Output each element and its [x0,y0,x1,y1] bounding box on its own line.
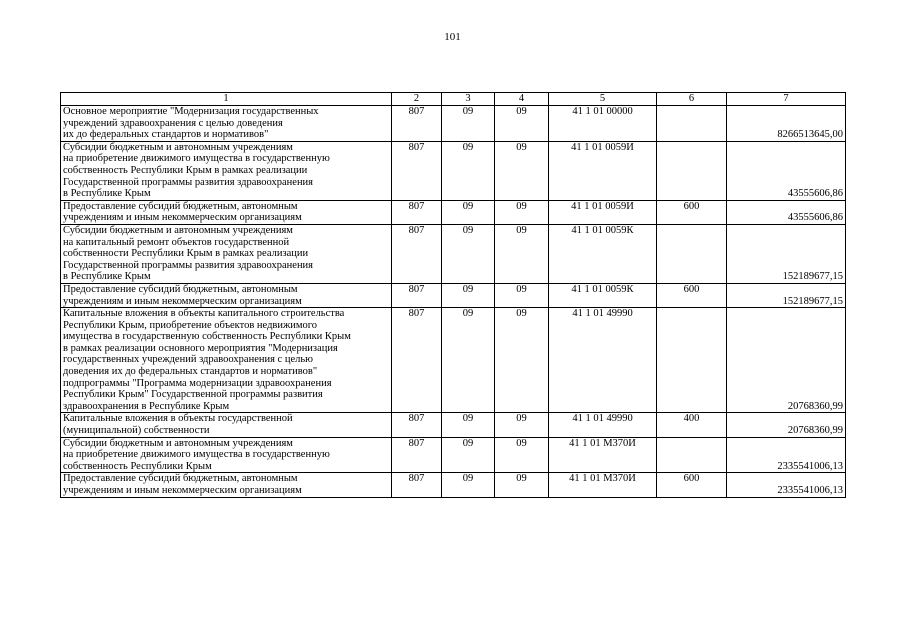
expense-type-cell [657,437,727,473]
description-line: Предоставление субсидий бюджетным, автономным [63,283,298,295]
target-article-cell: 41 1 01 0059К [549,224,657,283]
description-line: в Республике Крым [63,188,151,200]
header-cell: 7 [727,93,846,106]
description-line: здравоохранения в Республике Крым [63,400,230,412]
ministry-code-cell: 807 [392,224,442,283]
table-row [61,141,846,200]
table-row [61,200,846,224]
target-article-cell: 41 1 01 М370И [549,473,657,497]
description-line: доведения их до федеральных стандартов и нормативов" [63,366,318,378]
subsection-code-cell: 09 [495,224,549,283]
description-line: Республики Крым" Государственной программы развития [63,389,323,401]
amount-cell: 20768360,99 [727,308,846,413]
description-line: Государственной программы развития здравоохранения [63,176,314,188]
table-header-row [61,93,846,106]
amount-cell: 8266513645,00 [727,106,846,142]
table-row [61,106,846,142]
target-article-cell: 41 1 01 49990 [549,413,657,437]
description-line: на приобретение движимого имущества в государственную [63,153,330,165]
ministry-code-cell: 807 [392,200,442,224]
ministry-code-cell: 807 [392,473,442,497]
expense-type-cell [657,308,727,413]
table-row [61,437,846,473]
table-row [61,413,846,437]
description-cell [61,413,392,437]
description-line: имущества в государственную собственность Республики Крым [63,331,351,343]
target-article-cell: 41 1 01 0059И [549,141,657,200]
amount-cell: 2335541006,13 [727,473,846,497]
description-cell [61,283,392,307]
subsection-code-cell: 09 [495,308,549,413]
header-cell: 5 [549,93,657,106]
description-cell [61,437,392,473]
amount-cell: 152189677,15 [727,224,846,283]
section-code-cell: 09 [442,283,495,307]
header-cell: 4 [495,93,549,106]
expense-type-cell: 400 [657,413,727,437]
subsection-code-cell: 09 [495,200,549,224]
section-code-cell: 09 [442,141,495,200]
amount-cell: 43555606,86 [727,141,846,200]
subsection-code-cell: 09 [495,413,549,437]
description-line: Республики Крым, приобретение объектов недвижимого [63,319,318,331]
description-cell [61,308,392,413]
table-row [61,224,846,283]
description-line: (муниципальной) собственности [63,425,210,437]
description-line: Предоставление субсидий бюджетным, автономным [63,200,298,212]
target-article-cell: 41 1 01 00000 [549,106,657,142]
expense-type-cell [657,141,727,200]
description-line: на капитальный ремонт объектов государственной [63,236,290,248]
amount-cell: 152189677,15 [727,283,846,307]
section-code-cell: 09 [442,106,495,142]
description-line: Капитальные вложения в объекты капитального строительства [63,308,345,320]
subsection-code-cell: 09 [495,283,549,307]
description-line: Субсидии бюджетным и автономным учреждениям [63,224,293,236]
ministry-code-cell: 807 [392,141,442,200]
description-cell [61,224,392,283]
page-number: 101 [444,31,461,43]
description-line: Основное мероприятие "Модернизация государственных [63,106,319,117]
amount-cell: 20768360,99 [727,413,846,437]
subsection-code-cell: 09 [495,106,549,142]
description-line: учреждениям и иным некоммерческим организациям [63,485,302,496]
target-article-cell: 41 1 01 0059И [549,200,657,224]
description-line: на приобретение движимого имущества в государственную [63,449,330,461]
target-article-cell: 41 1 01 0059К [549,283,657,307]
header-cell: 2 [392,93,442,106]
description-line: учреждениям и иным некоммерческим организациям [63,212,302,224]
description-cell [61,106,392,142]
description-cell [61,200,392,224]
ministry-code-cell: 807 [392,437,442,473]
table-row [61,283,846,307]
subsection-code-cell: 09 [495,141,549,200]
description-line: в Республике Крым [63,271,151,283]
ministry-code-cell: 807 [392,283,442,307]
section-code-cell: 09 [442,413,495,437]
subsection-code-cell: 09 [495,437,549,473]
description-line: подпрограммы "Программа модернизации здравоохранения [63,377,332,389]
description-line: Субсидии бюджетным и автономным учреждениям [63,141,293,153]
budget-table-body [61,93,846,498]
description-line: государственных учреждений здравоохранения с целью [63,354,313,366]
description-line: в рамках реализации основного мероприятия "Модернизация [63,342,338,354]
budget-table [60,92,846,498]
header-cell: 3 [442,93,495,106]
ministry-code-cell: 807 [392,413,442,437]
section-code-cell: 09 [442,437,495,473]
description-line: собственность Республики Крым в рамках реализации [63,164,308,176]
section-code-cell: 09 [442,308,495,413]
header-cell: 1 [61,93,392,106]
description-line: учреждениям и иным некоммерческим организациям [63,295,302,307]
section-code-cell: 09 [442,200,495,224]
amount-cell: 2335541006,13 [727,437,846,473]
description-line: собственность Республики Крым [63,460,212,472]
description-line: Капитальные вложения в объекты государственной [63,413,293,425]
expense-type-cell: 600 [657,473,727,497]
description-line: Субсидии бюджетным и автономным учреждениям [63,437,293,449]
expense-type-cell [657,224,727,283]
description-line: Государственной программы развития здравоохранения [63,259,314,271]
description-line: учреждений здравоохранения с целью доведения [63,117,283,129]
section-code-cell: 09 [442,224,495,283]
amount-cell: 43555606,86 [727,200,846,224]
target-article-cell: 41 1 01 М370И [549,437,657,473]
subsection-code-cell: 09 [495,473,549,497]
description-line: собственности Республики Крым в рамках реализации [63,248,309,260]
expense-type-cell [657,106,727,142]
target-article-cell: 41 1 01 49990 [549,308,657,413]
expense-type-cell: 600 [657,200,727,224]
description-line: их до федеральных стандартов и нормативов" [63,129,269,141]
ministry-code-cell: 807 [392,106,442,142]
header-cell: 6 [657,93,727,106]
table-row [61,473,846,497]
ministry-code-cell: 807 [392,308,442,413]
description-cell [61,473,392,497]
table-row [61,308,846,413]
section-code-cell: 09 [442,473,495,497]
expense-type-cell: 600 [657,283,727,307]
description-cell [61,141,392,200]
description-line: Предоставление субсидий бюджетным, автономным [63,473,298,485]
